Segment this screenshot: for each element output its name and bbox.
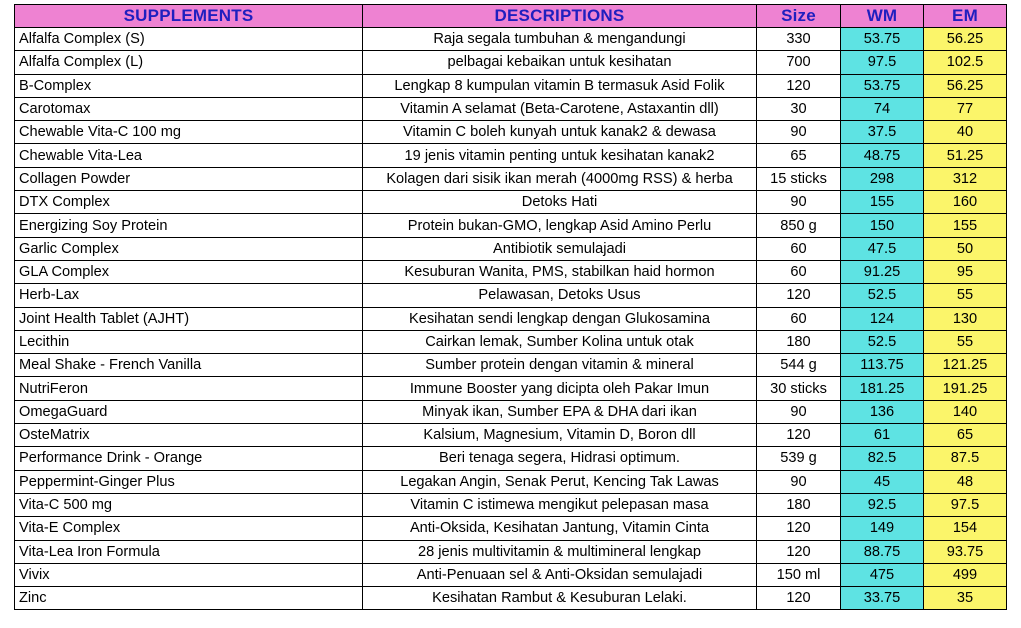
cell-supplement-name: Collagen Powder [15,167,363,190]
cell-supplement-name: Peppermint-Ginger Plus [15,470,363,493]
cell-price-em: 312 [924,167,1007,190]
cell-price-em: 50 [924,237,1007,260]
header-wm: WM [841,5,924,28]
table-row [15,237,1007,260]
cell-supplement-name: Vita-Lea Iron Formula [15,540,363,563]
cell-description: Detoks Hati [363,191,757,214]
cell-price-em: 87.5 [924,447,1007,470]
cell-supplement-name: Alfalfa Complex (L) [15,51,363,74]
cell-price-em: 154 [924,517,1007,540]
cell-price-wm: 53.75 [841,28,924,51]
cell-size: 539 g [757,447,841,470]
table-row [15,540,1007,563]
cell-size: 120 [757,587,841,610]
cell-supplement-name: Vita-E Complex [15,517,363,540]
table-row [15,191,1007,214]
cell-price-em: 77 [924,97,1007,120]
cell-description: Vitamin C boleh kunyah untuk kanak2 & dewasa [363,121,757,144]
table-row [15,167,1007,190]
cell-price-wm: 113.75 [841,354,924,377]
cell-size: 90 [757,470,841,493]
cell-supplement-name: OmegaGuard [15,400,363,423]
table-row [15,354,1007,377]
cell-size: 60 [757,260,841,283]
cell-supplement-name: B-Complex [15,74,363,97]
cell-price-em: 97.5 [924,493,1007,516]
cell-price-wm: 74 [841,97,924,120]
cell-description: Kesihatan sendi lengkap dengan Glukosamina [363,307,757,330]
header-descriptions: DESCRIPTIONS [363,5,757,28]
cell-price-wm: 47.5 [841,237,924,260]
cell-description: Kesuburan Wanita, PMS, stabilkan haid hormon [363,260,757,283]
cell-price-wm: 88.75 [841,540,924,563]
cell-price-em: 35 [924,587,1007,610]
cell-size: 180 [757,493,841,516]
cell-price-em: 160 [924,191,1007,214]
cell-size: 850 g [757,214,841,237]
cell-price-wm: 149 [841,517,924,540]
cell-price-wm: 97.5 [841,51,924,74]
cell-price-em: 102.5 [924,51,1007,74]
cell-price-em: 48 [924,470,1007,493]
cell-size: 544 g [757,354,841,377]
cell-supplement-name: Meal Shake - French Vanilla [15,354,363,377]
table-row [15,214,1007,237]
cell-supplement-name: Garlic Complex [15,237,363,260]
table-row [15,330,1007,353]
cell-supplement-name: GLA Complex [15,260,363,283]
table-row [15,493,1007,516]
cell-price-wm: 298 [841,167,924,190]
cell-description: Legakan Angin, Senak Perut, Kencing Tak Lawas [363,470,757,493]
cell-size: 150 ml [757,563,841,586]
cell-price-em: 55 [924,284,1007,307]
table-row [15,587,1007,610]
table-row [15,424,1007,447]
cell-description: Kalsium, Magnesium, Vitamin D, Boron dll [363,424,757,447]
cell-size: 180 [757,330,841,353]
cell-price-em: 51.25 [924,144,1007,167]
cell-supplement-name: Zinc [15,587,363,610]
table-row [15,563,1007,586]
cell-price-wm: 48.75 [841,144,924,167]
cell-description: Antibiotik semulajadi [363,237,757,260]
cell-description: Vitamin A selamat (Beta-Carotene, Astaxantin dll) [363,97,757,120]
table-row [15,260,1007,283]
cell-size: 120 [757,424,841,447]
cell-price-em: 93.75 [924,540,1007,563]
header-size: Size [757,5,841,28]
table-row [15,447,1007,470]
cell-description: pelbagai kebaikan untuk kesihatan [363,51,757,74]
cell-size: 120 [757,74,841,97]
cell-price-em: 65 [924,424,1007,447]
cell-size: 65 [757,144,841,167]
cell-price-em: 40 [924,121,1007,144]
cell-price-wm: 37.5 [841,121,924,144]
cell-price-wm: 53.75 [841,74,924,97]
cell-size: 30 [757,97,841,120]
cell-price-wm: 92.5 [841,493,924,516]
cell-description: Anti-Penuaan sel & Anti-Oksidan semulajadi [363,563,757,586]
cell-description: Kolagen dari sisik ikan merah (4000mg RSS) & herba [363,167,757,190]
cell-price-wm: 155 [841,191,924,214]
cell-size: 15 sticks [757,167,841,190]
cell-price-em: 56.25 [924,74,1007,97]
table-row [15,517,1007,540]
cell-supplement-name: Performance Drink - Orange [15,447,363,470]
table-row [15,51,1007,74]
cell-supplement-name: Vivix [15,563,363,586]
table-body [15,28,1007,610]
table-row [15,284,1007,307]
table-row [15,121,1007,144]
cell-description: Protein bukan-GMO, lengkap Asid Amino Perlu [363,214,757,237]
cell-price-wm: 61 [841,424,924,447]
table-row [15,470,1007,493]
cell-description: Lengkap 8 kumpulan vitamin B termasuk Asid Folik [363,74,757,97]
cell-size: 90 [757,121,841,144]
cell-supplement-name: Energizing Soy Protein [15,214,363,237]
cell-description: Beri tenaga segera, Hidrasi optimum. [363,447,757,470]
cell-size: 120 [757,517,841,540]
cell-price-wm: 181.25 [841,377,924,400]
cell-description: Anti-Oksida, Kesihatan Jantung, Vitamin Cinta [363,517,757,540]
cell-price-wm: 150 [841,214,924,237]
table-header-row [15,5,1007,28]
cell-supplement-name: Chewable Vita-Lea [15,144,363,167]
cell-price-em: 140 [924,400,1007,423]
cell-size: 330 [757,28,841,51]
cell-description: 28 jenis multivitamin & multimineral lengkap [363,540,757,563]
cell-supplement-name: Vita-C 500 mg [15,493,363,516]
cell-price-wm: 33.75 [841,587,924,610]
cell-price-wm: 82.5 [841,447,924,470]
cell-description: Immune Booster yang dicipta oleh Pakar Imun [363,377,757,400]
cell-size: 120 [757,540,841,563]
cell-description: Minyak ikan, Sumber EPA & DHA dari ikan [363,400,757,423]
cell-size: 60 [757,307,841,330]
cell-price-wm: 136 [841,400,924,423]
cell-price-em: 155 [924,214,1007,237]
cell-price-em: 121.25 [924,354,1007,377]
cell-supplement-name: Alfalfa Complex (S) [15,28,363,51]
cell-price-wm: 91.25 [841,260,924,283]
cell-price-em: 499 [924,563,1007,586]
cell-supplement-name: Joint Health Tablet (AJHT) [15,307,363,330]
cell-price-wm: 45 [841,470,924,493]
cell-size: 30 sticks [757,377,841,400]
cell-size: 90 [757,400,841,423]
cell-supplement-name: OsteMatrix [15,424,363,447]
cell-supplement-name: Herb-Lax [15,284,363,307]
cell-price-em: 130 [924,307,1007,330]
header-em: EM [924,5,1007,28]
cell-supplement-name: Chewable Vita-C 100 mg [15,121,363,144]
cell-price-em: 56.25 [924,28,1007,51]
table-row [15,74,1007,97]
table-row [15,307,1007,330]
cell-supplement-name: Lecithin [15,330,363,353]
cell-size: 120 [757,284,841,307]
table-row [15,28,1007,51]
table-row [15,400,1007,423]
cell-size: 60 [757,237,841,260]
cell-supplement-name: Carotomax [15,97,363,120]
table-row [15,377,1007,400]
table-row [15,97,1007,120]
supplement-price-table [14,4,1007,610]
cell-description: Vitamin C istimewa mengikut pelepasan masa [363,493,757,516]
cell-supplement-name: NutriFeron [15,377,363,400]
cell-price-em: 55 [924,330,1007,353]
cell-description: Kesihatan Rambut & Kesuburan Lelaki. [363,587,757,610]
cell-price-wm: 52.5 [841,284,924,307]
table-row [15,144,1007,167]
cell-description: Pelawasan, Detoks Usus [363,284,757,307]
cell-price-wm: 124 [841,307,924,330]
cell-size: 700 [757,51,841,74]
cell-price-em: 191.25 [924,377,1007,400]
header-supplements: SUPPLEMENTS [15,5,363,28]
cell-price-wm: 52.5 [841,330,924,353]
cell-supplement-name: DTX Complex [15,191,363,214]
cell-price-wm: 475 [841,563,924,586]
cell-description: Raja segala tumbuhan & mengandungi [363,28,757,51]
cell-price-em: 95 [924,260,1007,283]
cell-description: 19 jenis vitamin penting untuk kesihatan kanak2 [363,144,757,167]
cell-description: Cairkan lemak, Sumber Kolina untuk otak [363,330,757,353]
cell-size: 90 [757,191,841,214]
cell-description: Sumber protein dengan vitamin & mineral [363,354,757,377]
